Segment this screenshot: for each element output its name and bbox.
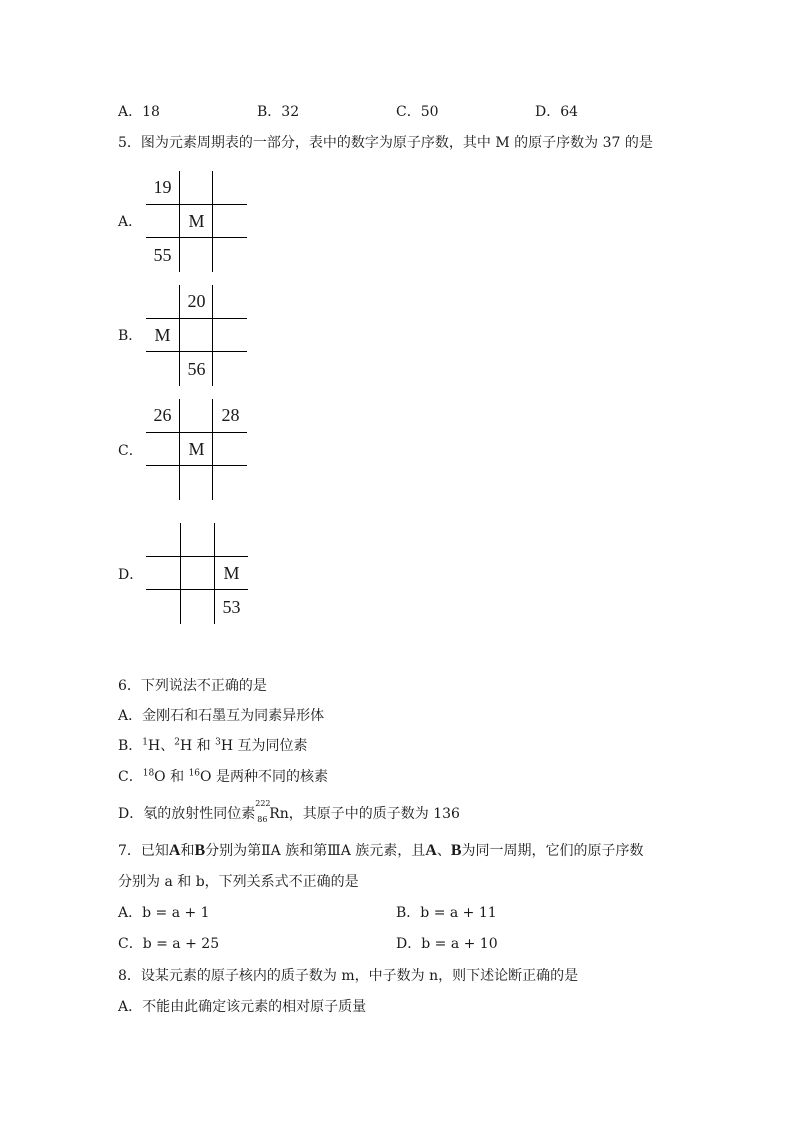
q4-option-a: A．18 xyxy=(118,104,160,120)
q6-option-a: A．金刚石和石墨互为同素异形体 xyxy=(118,708,325,724)
q5-d-cell-53: 53 xyxy=(222,597,241,617)
q5-c-cell-m: M xyxy=(188,439,205,459)
q5-b-cell-20: 20 xyxy=(187,291,206,311)
q6-option-b: B．$^1$H、$^2$H 和 $^3$H 互为同位素 xyxy=(118,737,308,754)
q8-option-a: A．不能由此确定该元素的相对原子质量 xyxy=(118,999,367,1015)
q7-stem-line2: 分别为 a 和 b，下列关系式不正确的是 xyxy=(118,874,359,890)
q5-option-a-grid xyxy=(146,171,247,272)
q6-stem: 6．下列说法不正确的是 xyxy=(118,678,267,694)
q5-a-cell-55: 55 xyxy=(153,245,172,265)
q5-c-cell-28: 28 xyxy=(221,405,240,425)
q7-option-c: C．b = a + 25 xyxy=(118,936,220,952)
q6-option-d: D．氡的放射性同位素 222 86 Rn，其原子中的质子数为 136 xyxy=(118,799,460,824)
q7-option-d: D．b = a + 10 xyxy=(396,936,498,952)
q5-a-cell-m: M xyxy=(188,211,205,231)
q5-option-d-label: D． xyxy=(118,567,144,583)
q6-option-c: C．$^{18}$O 和 $^{16}$O 是两种不同的核素 xyxy=(118,768,328,785)
q5-option-d-grid xyxy=(146,523,248,624)
q5-b-cell-56: 56 xyxy=(187,359,206,379)
q5-c-cell-26: 26 xyxy=(153,405,172,425)
q5-b-cell-m: M xyxy=(154,325,171,345)
q7-option-b: B．b = a + 11 xyxy=(396,905,497,921)
q5-option-b-grid xyxy=(146,285,247,386)
q5-option-a-label: A． xyxy=(118,214,143,230)
q5-option-c-grid xyxy=(146,399,247,500)
q5-stem: 5．图为元素周期表的一部分，表中的数字为原子序数，其中 M 的原子序数为 37 的是 xyxy=(118,135,653,151)
q4-option-d: D．64 xyxy=(535,104,579,120)
q7-stem-line1: 7．已知A和B分别为第ⅡA 族和第ⅢA 族元素，且A、B为同一周期，它们的原子序数 xyxy=(118,842,644,859)
q5-d-cell-m: M xyxy=(223,563,240,583)
q5-a-cell-19: 19 xyxy=(153,177,172,197)
rn-nuclide-notation: 222 86 xyxy=(255,799,271,824)
q5-option-b-label: B． xyxy=(118,328,143,344)
q5-option-c-label: C． xyxy=(118,443,143,459)
q4-option-c: C．50 xyxy=(396,104,439,120)
q7-option-a: A．b = a + 1 xyxy=(118,905,210,921)
q4-option-b: B．32 xyxy=(257,104,300,120)
q8-stem: 8．设某元素的原子核内的质子数为 m，中子数为 n，则下述论断正确的是 xyxy=(118,968,579,984)
